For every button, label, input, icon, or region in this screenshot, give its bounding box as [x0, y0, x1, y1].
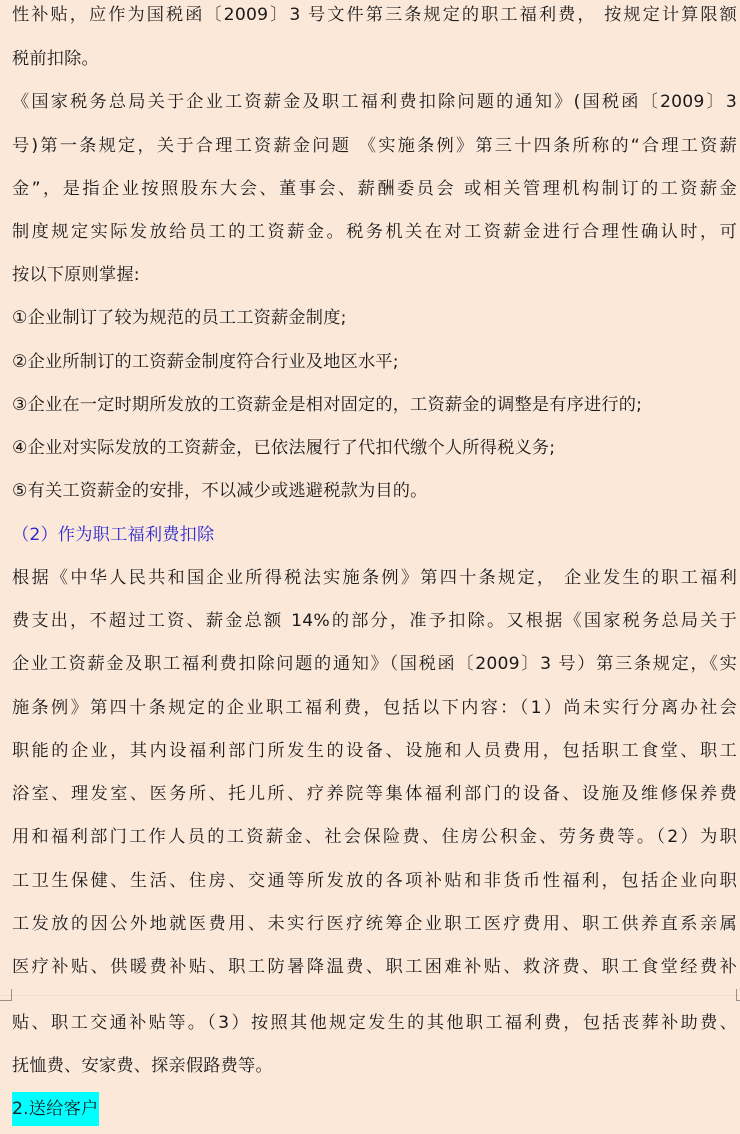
body-text-line: 企业工资薪金及职工福利费扣除问题的通知》（国税函〔2009〕3 号）第三条规定，《实 [12, 654, 737, 674]
highlighted-heading-gift-to-customers: 2.送给客户 [12, 1092, 99, 1126]
body-text-line: 制度规定实际发放给员工的工资薪金。税务机关在对工资薪金进行合理性确认时，可 [12, 222, 737, 242]
body-text-line: 贴、职工交通补贴等。（3）按照其他规定发生的其他职工福利费，包括丧葬补助费、 [12, 1013, 737, 1033]
body-text-line: 职能的企业，其内设福利部门所发生的设备、设施和人员费用，包括职工食堂、职工 [12, 741, 737, 761]
body-text-line: 工发放的因公外地就医费用、未实行医疗统筹企业职工医疗费用、职工供养直系亲属 [12, 914, 737, 934]
list-item-principle-5: ⑤有关工资薪金的安排，不以减少或逃避税款为目的。 [12, 481, 428, 501]
body-text-line: 费支出，不超过工资、薪金总额 14%的部分，准予扣除。又根据《国家税务总局关于 [12, 611, 737, 631]
body-text-line: 施条例》第四十条规定的企业职工福利费，包括以下内容：（1）尚未实行分离办社会 [12, 698, 737, 718]
page-break-divider [0, 995, 740, 996]
section-heading-welfare-deduction: （2）作为职工福利费扣除 [12, 525, 215, 545]
page-corner-mark-right [736, 989, 740, 1001]
list-item-principle-4: ④企业对实际发放的工资薪金，已依法履行了代扣代缴个人所得税义务; [12, 438, 556, 458]
section-heading-gift-to-customers-wrapper [12, 1092, 737, 1126]
body-text-line: 税前扣除。 [12, 49, 99, 69]
body-text-line: 工卫生保健、生活、住房、交通等所发放的各项补贴和非货币性福利，包括企业向职 [12, 871, 737, 891]
body-text-line: 号)第一条规定，关于合理工资薪金问题 《实施条例》第三十四条所称的“合理工资薪 [12, 136, 737, 156]
body-text-line: 抚恤费、安家费、探亲假路费等。 [12, 1056, 273, 1076]
body-text-line: 浴室、理发室、医务所、托儿所、疗养院等集体福利部门的设备、设施及维修保养费 [12, 784, 737, 804]
body-text-line: 根据《中华人民共和国企业所得税法实施条例》第四十条规定， 企业发生的职工福利 [12, 568, 737, 588]
body-text-line: 用和福利部门工作人员的工资薪金、社会保险费、住房公积金、劳务费等。（2）为职 [12, 827, 737, 847]
body-text-line: 按以下原则掌握: [12, 265, 140, 285]
page-corner-mark-left [0, 989, 12, 1001]
body-text-line: 金”，是指企业按照股东大会、董事会、薪酬委员会 或相关管理机构制订的工资薪金 [12, 179, 737, 199]
body-text-line: 《国家税务总局关于企业工资薪金及职工福利费扣除问题的通知》(国税函〔2009〕3 [12, 92, 737, 112]
body-text-line: 医疗补贴、供暖费补贴、职工防暑降温费、职工困难补贴、救济费、职工食堂经费补 [12, 957, 737, 977]
body-text-line: 性补贴，应作为国税函〔2009〕3 号文件第三条规定的职工福利费， 按规定计算限额 [12, 5, 737, 25]
list-item-principle-2: ②企业所制订的工资薪金制度符合行业及地区水平; [12, 352, 399, 372]
list-item-principle-1: ①企业制订了较为规范的员工工资薪金制度; [12, 308, 347, 328]
list-item-principle-3: ③企业在一定时期所发放的工资薪金是相对固定的，工资薪金的调整是有序进行的; [12, 395, 643, 415]
